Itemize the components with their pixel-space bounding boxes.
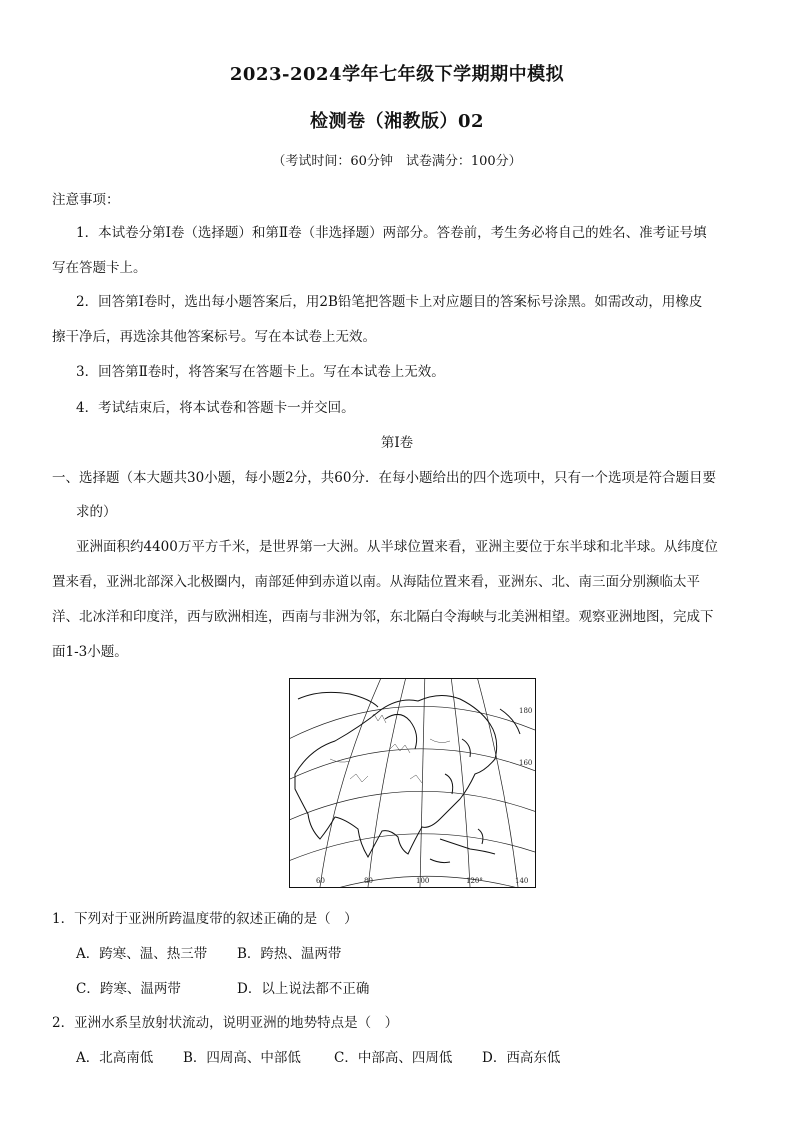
- note-item-2a: 2．回答第Ⅰ卷时，选出每小题答案后，用2B铅笔把答题卡上对应题目的答案标号涂黑。如需改动，用橡皮: [76, 294, 703, 310]
- question-1-option-a: A．跨寒、温、热三带: [76, 946, 208, 962]
- question-1-option-b: B．跨热、温两带: [237, 946, 342, 962]
- question-2-stem: 2．亚洲水系呈放射状流动，说明亚洲的地势特点是（ ）: [52, 1015, 399, 1031]
- map-label-lon100: 100: [416, 877, 430, 885]
- exam-info: （考试时间：60分钟 试卷满分：100分）: [272, 154, 522, 169]
- map-longitude-labels: [316, 707, 532, 885]
- passage-line-1: 亚洲面积约4400万平方千米，是世界第一大洲。从半球位置来看，亚洲主要位于东半球和北半球。从纬度位: [76, 539, 718, 555]
- volume-heading: 第Ⅰ卷: [380, 435, 414, 451]
- question-2-option-b: B．四周高、中部低: [183, 1050, 301, 1066]
- note-item-3: 3．回答第Ⅱ卷时，将答案写在答题卡上。写在本试卷上无效。: [76, 364, 445, 380]
- question-1-option-d: D．以上说法都不正确: [237, 981, 370, 997]
- question-2-option-c: C．中部高、四周低: [334, 1050, 453, 1066]
- section-heading-line1: 一、选择题（本大题共30小题，每小题2分，共60分．在每小题给出的四个选项中，只有一个选项是符合题目要: [52, 470, 716, 486]
- map-label-lon140: 140: [515, 877, 529, 885]
- exam-title-line1: 2023-2024学年七年级下学期期中模拟: [229, 64, 565, 85]
- question-2-option-a: A．北高南低: [76, 1050, 154, 1066]
- map-label-lon160: 160: [519, 759, 533, 767]
- section-heading-line2: 求的）: [76, 504, 117, 520]
- notes-heading: 注意事项：: [52, 192, 120, 208]
- map-label-lon60: 60: [316, 877, 325, 885]
- map-label-lon180: 180: [519, 707, 533, 715]
- asia-map: [289, 678, 536, 888]
- map-label-lon80: 80: [364, 877, 373, 885]
- note-item-4: 4．考试结束后，将本试卷和答题卡一并交回。: [76, 400, 355, 416]
- question-1-option-c: C．跨寒、温两带: [76, 981, 181, 997]
- exam-title-line2: 检测卷（湘教版）02: [309, 111, 485, 132]
- note-item-1b: 写在答题卡上。: [52, 260, 147, 276]
- question-2-option-d: D．西高东低: [482, 1050, 561, 1066]
- map-graticule: [290, 679, 535, 887]
- passage-line-2: 置来看，亚洲北部深入北极圈内，南部延伸到赤道以南。从海陆位置来看，亚洲东、北、南三面分别濒临太平: [52, 574, 700, 590]
- map-label-lon120: 120°: [466, 877, 483, 885]
- note-item-1a: 1．本试卷分第Ⅰ卷（选择题）和第Ⅱ卷（非选择题）两部分。答卷前，考生务必将自己的姓名、准考证号填: [76, 225, 707, 241]
- question-1-stem: 1．下列对于亚洲所跨温度带的叙述正确的是（ ）: [52, 911, 358, 927]
- note-item-2b: 擦干净后，再选涂其他答案标号。写在本试卷上无效。: [52, 329, 376, 345]
- passage-line-3: 洋、北冰洋和印度洋，西与欧洲相连，西南与非洲为邻，东北隔白令海峡与北美洲相望。观察亚洲地图，完成下: [52, 609, 714, 625]
- passage-line-4: 面1-3小题。: [52, 644, 128, 660]
